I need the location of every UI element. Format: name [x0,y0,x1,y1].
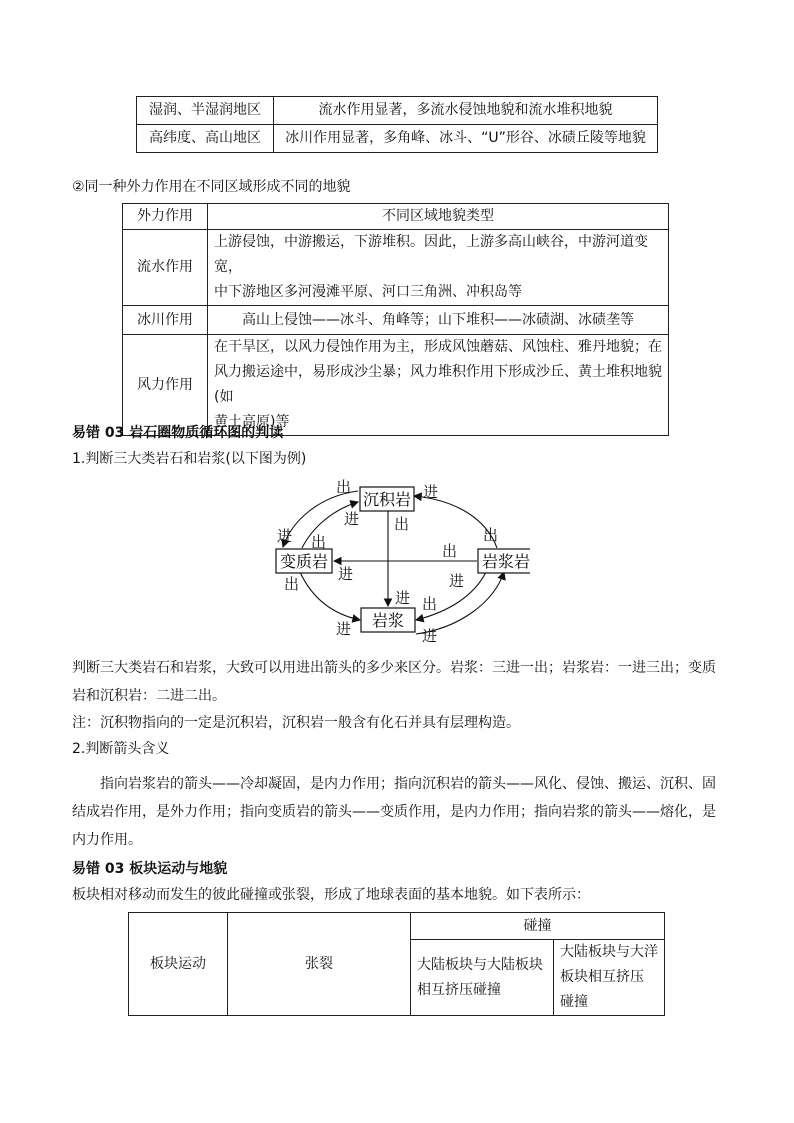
node-label: 变质岩 [279,552,329,571]
plates-intro: 板块相对移动而发生的彼此碰撞或张裂，形成了地球表面的基本地貌。如下表所示： [72,887,590,903]
label-out: 出 [422,595,438,613]
cell-line: 在干旱区，以风力侵蚀作用为主，形成风蚀蘑菇、风蚀柱、雅丹地貌；在 [214,339,662,355]
region-cell: 湿润、半湿润地区 [137,97,274,125]
label-in: 进 [422,627,438,645]
subheading-judge-rocks: 1.判断三大类岩石和岩浆(以下图为例) [72,451,307,467]
label-out: 出 [311,533,327,551]
types-cell [208,230,669,306]
text-line: 内力作用。 [72,832,142,848]
note: 注：沉积物指向的一定是沉积岩，沉积岩一般含有化石并具有层理构造。 [72,715,520,731]
types-cell: 高山上侵蚀——冰斗、角峰等；山下堆积——冰碛湖、冰碛垄等 [208,306,669,335]
node-metamorphic [276,549,332,573]
text-line: 岩和沉积岩：二进二出。 [72,688,226,704]
table-row [123,230,669,306]
paragraph-judge [72,654,722,710]
rock-cycle-diagram [260,472,530,652]
cell-line: 上游侵蚀，中游搬运，下游堆积。因此，上游多高山峡谷，中游河道变宽， [214,234,648,275]
node-igneous [478,549,530,573]
table-header-row [123,204,669,230]
node-label: 沉积岩 [362,490,412,509]
text-line: 判断三大类岩石和岩浆，大致可以用进出箭头的多少来区分。岩浆：三进一出；岩浆岩：一进三出；变质 [72,660,716,676]
cell-line: 风力搬运途中，易形成沙尘暴；风力堆积作用下形成沙丘、黄土堆积地貌(如 [214,364,662,405]
cell-line: 中下游地区多河漫滩平原、河口三角洲、冲积岛等 [214,284,522,300]
section-heading-plates: 易错 03 板块运动与地貌 [72,861,228,877]
label-out: 出 [483,526,499,544]
cell-plate-motion: 板块运动 [129,913,228,1016]
subheading-arrow-meaning: 2.判断箭头含义 [72,741,170,757]
table-row [137,97,658,125]
header-force: 外力作用 [123,204,208,230]
cell-line: 大陆板块与大洋板块相互挤压 [560,944,658,985]
label-out: 出 [284,575,300,593]
cell-continental-continental [411,940,554,1016]
cell-rifting: 张裂 [228,913,411,1016]
label-in: 进 [395,589,411,607]
force-cell: 风力作用 [123,335,208,436]
desc-cell: 冰川作用显著，多角峰、冰斗、“U”形谷、冰碛丘陵等地貌 [274,125,658,153]
label-in: 进 [338,565,354,583]
text-line: 指向岩浆岩的箭头——冷却凝固，是内力作用；指向沉积岩的箭头——风化、侵蚀、搬运、沉积、固 [100,776,716,792]
text-line: 结成岩作用，是外力作用；指向变质岩的箭头——变质作用，是内力作用；指向岩浆的箭头——熔化，是 [72,804,716,820]
cell-collision: 碰撞 [411,913,665,940]
table-external-forces [122,203,669,436]
node-label: 岩浆岩 [481,552,530,571]
cell-line: 相互挤压碰撞 [417,981,501,998]
label-in: 进 [449,572,465,590]
node-magma [361,608,415,632]
table-terrain-by-region [136,96,658,153]
table-plate-motion [128,912,665,1016]
paragraph-arrows [72,770,722,854]
item2-title: ②同一种外力作用在不同区域形成不同的地貌 [72,179,351,195]
node-label: 岩浆 [371,611,405,630]
label-out: 出 [442,542,458,560]
table-row [137,125,658,153]
label-in: 进 [277,527,293,545]
force-cell: 流水作用 [123,230,208,306]
label-out: 出 [394,515,410,533]
cell-line: 碰撞 [560,994,588,1010]
cell-line: 黄土高原)等 [214,414,290,430]
section-heading-rock-cycle: 易错 03 岩石圈物质循环图的判读 [72,425,284,441]
label-out: 出 [336,478,352,496]
label-in: 进 [336,620,352,638]
label-in: 进 [423,483,439,501]
table-row [123,306,669,335]
region-cell: 高纬度、高山地区 [137,125,274,153]
node-sedimentary [360,487,414,511]
header-types: 不同区域地貌类型 [208,204,669,230]
table-row [129,913,665,940]
force-cell: 冰川作用 [123,306,208,335]
label-in: 进 [344,510,360,528]
cell-line: 大陆板块与大陆板块 [417,956,543,973]
desc-cell: 流水作用显著，多流水侵蚀地貌和流水堆积地貌 [274,97,658,125]
cell-continental-oceanic [554,940,665,1016]
